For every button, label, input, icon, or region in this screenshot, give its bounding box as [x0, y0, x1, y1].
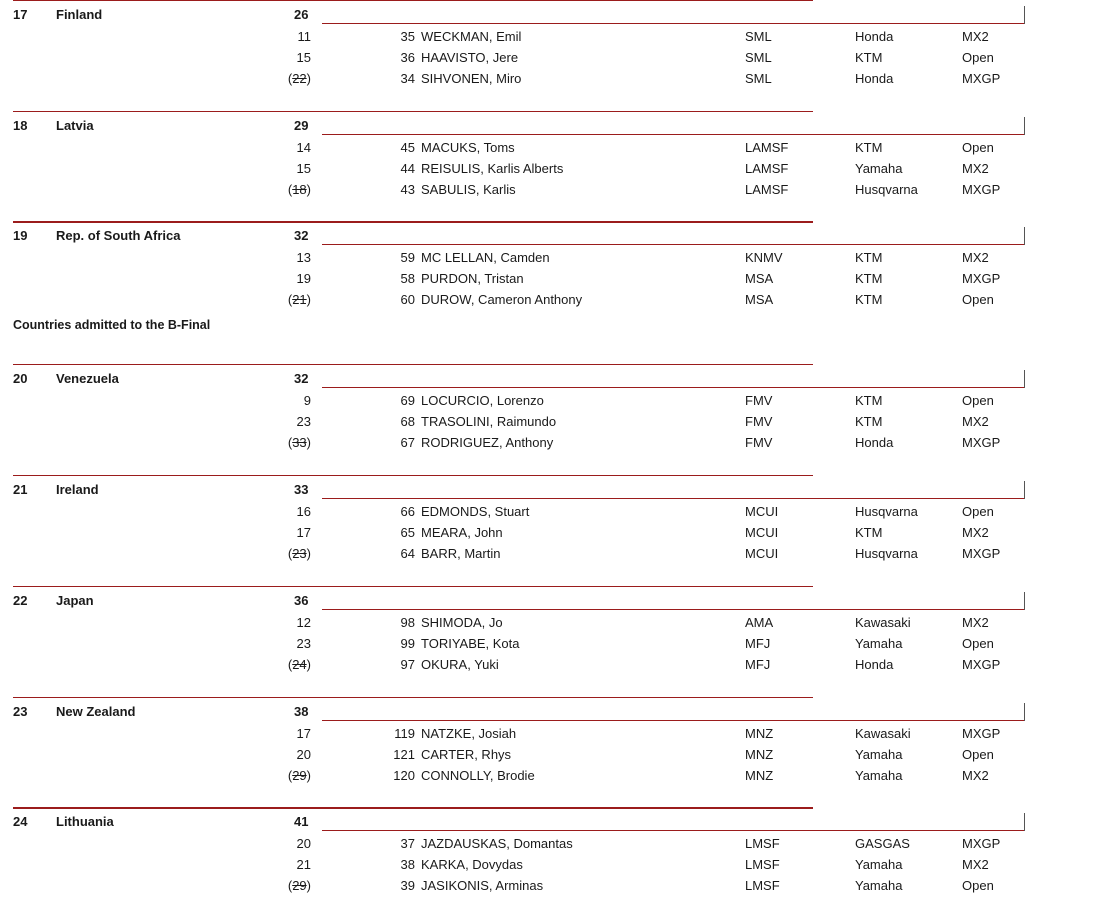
rider-number: 68 — [400, 414, 415, 429]
team-rank: 20 — [13, 371, 28, 386]
rider-brand: Honda — [855, 657, 894, 672]
rider-points: 20 — [296, 836, 311, 851]
dropped-points-value: 21 — [292, 292, 307, 307]
rider-name: CONNOLLY, Brodie — [421, 768, 535, 783]
rider-row — [0, 250, 1115, 270]
team-total: 29 — [294, 118, 309, 133]
rider-points: 15 — [296, 161, 311, 176]
rider-brand: Husqvarna — [855, 504, 918, 519]
rider-points: 15 — [296, 50, 311, 65]
rider-brand: Husqvarna — [855, 182, 918, 197]
team-block — [0, 586, 1115, 696]
dropped-points-value: 23 — [292, 546, 307, 561]
close-paren: ) — [306, 292, 311, 307]
team-divider — [13, 111, 813, 112]
rider-brand: Honda — [855, 435, 894, 450]
rider-number: 38 — [400, 857, 415, 872]
rider-federation: MSA — [745, 271, 774, 286]
rider-number: 60 — [400, 292, 415, 307]
rider-name: DUROW, Cameron Anthony — [421, 292, 583, 307]
rider-class: Open — [962, 504, 994, 519]
rider-number: 37 — [400, 836, 415, 851]
rider-brand: Yamaha — [855, 636, 903, 651]
rider-name: OKURA, Yuki — [421, 657, 499, 672]
rider-points: 21 — [296, 857, 311, 872]
dropped-points-value: 29 — [292, 768, 307, 783]
rider-class: MXGP — [962, 71, 1001, 86]
rider-name: PURDON, Tristan — [421, 271, 524, 286]
rider-row — [0, 768, 1115, 788]
rider-brand: KTM — [855, 50, 883, 65]
total-box-edge — [1024, 481, 1025, 499]
team-rank: 22 — [13, 593, 28, 608]
rider-federation: FMV — [745, 435, 773, 450]
team-block — [0, 697, 1115, 807]
rider-number: 66 — [400, 504, 415, 519]
team-divider — [13, 697, 813, 698]
rider-class: MX2 — [962, 615, 989, 630]
team-country: Finland — [56, 7, 103, 22]
rider-brand: Yamaha — [855, 857, 903, 872]
rider-brand: Honda — [855, 71, 894, 86]
rider-brand: Yamaha — [855, 747, 903, 762]
rider-class: MXGP — [962, 182, 1001, 197]
team-country: Rep. of South Africa — [56, 228, 181, 243]
rider-class: MX2 — [962, 768, 989, 783]
team-country: Latvia — [56, 118, 94, 133]
rider-class: Open — [962, 292, 994, 307]
total-box-line — [322, 498, 1025, 499]
rider-class: MX2 — [962, 250, 989, 265]
rider-federation: LMSF — [745, 878, 780, 893]
team-block — [0, 221, 1115, 331]
rider-federation: MNZ — [745, 768, 774, 783]
close-paren: ) — [306, 657, 311, 672]
rider-brand: KTM — [855, 292, 883, 307]
rider-class: Open — [962, 747, 994, 762]
team-divider — [13, 807, 813, 809]
total-box-line — [322, 609, 1025, 610]
close-paren: ) — [306, 878, 311, 893]
open-paren: ( — [287, 182, 293, 197]
team-rank: 17 — [13, 7, 28, 22]
rider-number: 69 — [400, 393, 415, 408]
rider-name: BARR, Martin — [421, 546, 501, 561]
rider-federation: SML — [745, 71, 772, 86]
close-paren: ) — [306, 182, 311, 197]
team-country: Lithuania — [56, 814, 114, 829]
close-paren: ) — [306, 435, 311, 450]
rider-class: Open — [962, 878, 994, 893]
close-paren: ) — [306, 71, 311, 86]
rider-name: SIHVONEN, Miro — [421, 71, 522, 86]
team-divider — [13, 0, 813, 1]
rider-row — [0, 435, 1115, 455]
rider-points: 14 — [296, 140, 311, 155]
rider-class: MXGP — [962, 546, 1001, 561]
rider-points: 16 — [296, 504, 311, 519]
rider-brand: Yamaha — [855, 878, 903, 893]
total-box-edge — [1024, 703, 1025, 721]
team-rank: 24 — [13, 814, 28, 829]
rider-row — [0, 182, 1115, 202]
rider-row — [0, 525, 1115, 545]
section-note: Countries admitted to the B-Final — [13, 318, 211, 332]
total-box-edge — [1024, 813, 1025, 831]
rider-number: 67 — [400, 435, 415, 450]
rider-points — [288, 768, 311, 783]
rider-row — [0, 878, 1115, 898]
team-total: 32 — [294, 371, 309, 386]
rider-federation: MCUI — [745, 546, 779, 561]
rider-brand: KTM — [855, 140, 883, 155]
rider-name: REISULIS, Karlis Alberts — [421, 161, 564, 176]
total-box-line — [322, 720, 1025, 721]
rider-name: NATZKE, Josiah — [421, 726, 517, 741]
team-block — [0, 807, 1115, 917]
team-block — [0, 364, 1115, 474]
rider-federation: KNMV — [745, 250, 783, 265]
rider-name: JAZDAUSKAS, Domantas — [421, 836, 573, 851]
total-box-line — [322, 830, 1025, 831]
open-paren: ( — [287, 768, 293, 783]
rider-number: 64 — [400, 546, 415, 561]
dropped-points-value: 22 — [292, 71, 307, 86]
team-total: 38 — [294, 704, 309, 719]
open-paren: ( — [287, 71, 293, 86]
rider-federation: MNZ — [745, 726, 774, 741]
rider-name: MACUKS, Toms — [421, 140, 515, 155]
rider-class: MX2 — [962, 857, 989, 872]
team-rank: 21 — [13, 482, 28, 497]
team-block — [0, 111, 1115, 221]
rider-points — [288, 546, 311, 561]
rider-row — [0, 140, 1115, 160]
rider-federation: MSA — [745, 292, 774, 307]
rider-number: 59 — [400, 250, 415, 265]
rider-brand: Yamaha — [855, 768, 903, 783]
team-divider — [13, 364, 813, 365]
rider-points — [288, 182, 311, 197]
rider-class: MXGP — [962, 657, 1001, 672]
team-total: 26 — [294, 7, 309, 22]
rider-row — [0, 292, 1115, 312]
rider-number: 45 — [400, 140, 415, 155]
team-country: New Zealand — [56, 704, 136, 719]
rider-row — [0, 29, 1115, 49]
rider-class: Open — [962, 50, 994, 65]
team-block — [0, 475, 1115, 585]
rider-class: MXGP — [962, 726, 1001, 741]
rider-name: SHIMODA, Jo — [421, 615, 503, 630]
rider-class: Open — [962, 140, 994, 155]
open-paren: ( — [287, 435, 293, 450]
rider-name: EDMONDS, Stuart — [421, 504, 530, 519]
team-rank: 19 — [13, 228, 28, 243]
rider-brand: KTM — [855, 250, 883, 265]
rider-class: MXGP — [962, 271, 1001, 286]
rider-number: 39 — [400, 878, 415, 893]
rider-name: TRASOLINI, Raimundo — [421, 414, 557, 429]
team-divider — [13, 475, 813, 476]
rider-federation: FMV — [745, 393, 773, 408]
rider-points: 23 — [296, 414, 311, 429]
rider-points — [288, 292, 311, 307]
team-divider — [13, 586, 813, 587]
rider-class: MX2 — [962, 414, 989, 429]
rider-row — [0, 393, 1115, 413]
rider-class: MX2 — [962, 525, 989, 540]
rider-row — [0, 747, 1115, 767]
dropped-points-value: 29 — [292, 878, 307, 893]
open-paren: ( — [287, 546, 293, 561]
team-country: Venezuela — [56, 371, 119, 386]
rider-brand: Husqvarna — [855, 546, 918, 561]
rider-row — [0, 504, 1115, 524]
rider-federation: MCUI — [745, 525, 779, 540]
team-block — [0, 0, 1115, 110]
close-paren: ) — [306, 768, 311, 783]
rider-federation: LMSF — [745, 836, 780, 851]
rider-points: 19 — [296, 271, 311, 286]
rider-number: 36 — [400, 50, 415, 65]
rider-federation: LAMSF — [745, 182, 789, 197]
team-rank: 18 — [13, 118, 28, 133]
team-country: Ireland — [56, 482, 99, 497]
rider-number: 34 — [400, 71, 415, 86]
team-rank: 23 — [13, 704, 28, 719]
rider-row — [0, 857, 1115, 877]
rider-points — [288, 657, 311, 672]
rider-federation: LAMSF — [745, 161, 789, 176]
rider-points — [288, 435, 311, 450]
rider-federation: AMA — [745, 615, 774, 630]
rider-number: 35 — [400, 29, 415, 44]
rider-row — [0, 50, 1115, 70]
rider-brand: KTM — [855, 271, 883, 286]
rider-name: MC LELLAN, Camden — [421, 250, 550, 265]
rider-number: 58 — [400, 271, 415, 286]
rider-class: MXGP — [962, 836, 1001, 851]
total-box-line — [322, 387, 1025, 388]
rider-number: 43 — [400, 182, 415, 197]
rider-row — [0, 271, 1115, 291]
open-paren: ( — [287, 292, 293, 307]
rider-number: 65 — [400, 525, 415, 540]
rider-name: KARKA, Dovydas — [421, 857, 523, 872]
rider-name: SABULIS, Karlis — [421, 182, 516, 197]
rider-row — [0, 414, 1115, 434]
rider-class: Open — [962, 393, 994, 408]
close-paren: ) — [306, 546, 311, 561]
rider-points: 11 — [297, 29, 311, 44]
rider-number: 119 — [394, 726, 415, 741]
rider-name: LOCURCIO, Lorenzo — [421, 393, 544, 408]
rider-row — [0, 546, 1115, 566]
rider-name: TORIYABE, Kota — [421, 636, 520, 651]
team-total: 33 — [294, 482, 309, 497]
team-divider — [13, 221, 813, 223]
rider-points: 17 — [296, 726, 311, 741]
rider-federation: LMSF — [745, 857, 780, 872]
rider-row — [0, 726, 1115, 746]
rider-federation: MFJ — [745, 657, 771, 672]
total-box-edge — [1024, 227, 1025, 245]
rider-brand: KTM — [855, 393, 883, 408]
rider-number: 99 — [400, 636, 415, 651]
rider-class: MXGP — [962, 435, 1001, 450]
rider-row — [0, 657, 1115, 677]
rider-number: 121 — [393, 747, 415, 762]
rider-row — [0, 71, 1115, 91]
open-paren: ( — [287, 878, 293, 893]
rider-federation: LAMSF — [745, 140, 789, 155]
rider-points: 12 — [296, 615, 311, 630]
rider-federation: MFJ — [745, 636, 771, 651]
rider-class: MX2 — [962, 29, 989, 44]
dropped-points-value: 18 — [292, 182, 307, 197]
total-box-edge — [1024, 370, 1025, 388]
rider-name: RODRIGUEZ, Anthony — [421, 435, 554, 450]
rider-class: Open — [962, 636, 994, 651]
rider-name: HAAVISTO, Jere — [421, 50, 519, 65]
rider-name: WECKMAN, Emil — [421, 29, 522, 44]
total-box-line — [322, 134, 1025, 135]
open-paren: ( — [287, 657, 293, 672]
rider-brand: Kawasaki — [855, 615, 911, 630]
rider-name: MEARA, John — [421, 525, 503, 540]
rider-points: 17 — [296, 525, 311, 540]
rider-points — [288, 71, 311, 86]
team-total: 41 — [294, 814, 309, 829]
team-total: 32 — [294, 228, 309, 243]
rider-number: 120 — [393, 768, 415, 783]
dropped-points-value: 33 — [292, 435, 307, 450]
rider-federation: SML — [745, 50, 772, 65]
rider-brand: KTM — [855, 414, 883, 429]
rider-row — [0, 836, 1115, 856]
rider-brand: Kawasaki — [855, 726, 911, 741]
total-box-line — [322, 244, 1025, 245]
total-box-edge — [1024, 6, 1025, 24]
rider-name: CARTER, Rhys — [421, 747, 512, 762]
rider-federation: MNZ — [745, 747, 774, 762]
team-country: Japan — [56, 593, 94, 608]
rider-federation: SML — [745, 29, 772, 44]
rider-points — [288, 878, 311, 893]
rider-federation: MCUI — [745, 504, 779, 519]
rider-brand: Honda — [855, 29, 894, 44]
rider-points: 13 — [296, 250, 311, 265]
rider-brand: KTM — [855, 525, 883, 540]
rider-number: 98 — [400, 615, 415, 630]
rider-class: MX2 — [962, 161, 989, 176]
rider-row — [0, 161, 1115, 181]
rider-number: 44 — [400, 161, 415, 176]
rider-federation: FMV — [745, 414, 773, 429]
rider-brand: GASGAS — [855, 836, 910, 851]
rider-row — [0, 636, 1115, 656]
dropped-points-value: 24 — [292, 657, 307, 672]
total-box-line — [322, 23, 1025, 24]
rider-number: 97 — [400, 657, 415, 672]
rider-points: 20 — [296, 747, 311, 762]
rider-points: 9 — [303, 393, 311, 408]
team-total: 36 — [294, 593, 309, 608]
rider-brand: Yamaha — [855, 161, 903, 176]
rider-points: 23 — [296, 636, 311, 651]
rider-name: JASIKONIS, Arminas — [421, 878, 544, 893]
total-box-edge — [1024, 592, 1025, 610]
rider-row — [0, 615, 1115, 635]
total-box-edge — [1024, 117, 1025, 135]
